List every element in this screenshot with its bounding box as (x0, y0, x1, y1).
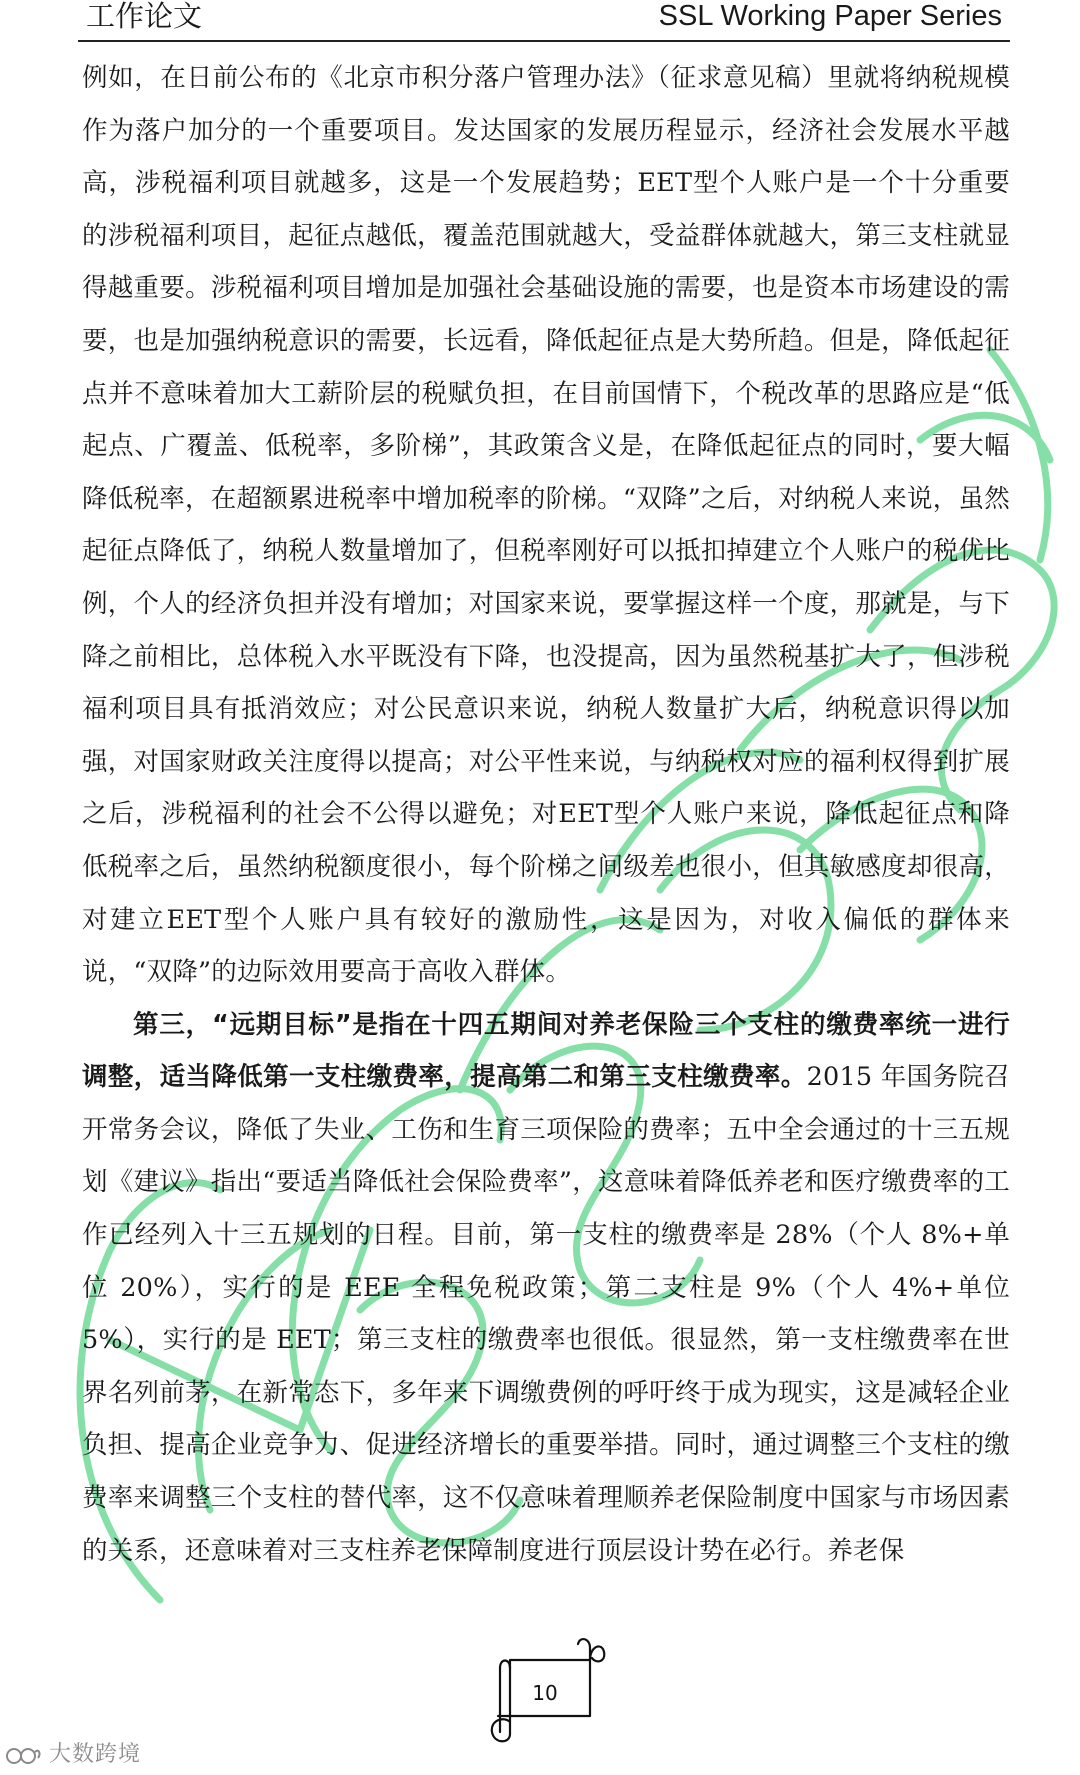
paragraph-text: 2015 年国务院召开常务会议，降低了失业、工伤和生育三项保险的费率；五中全会通过的十三五规划《建议》指出“要适当降低社会保险费率”，这意味着降低养老和医疗缴费率的工作已经列入十三五规划的日程。目前，第一支柱的缴费率是 28%（个人 8%+单位 20%），实行的是 EEE 全程免税政策；第二支柱是 9%（个人 4%+单位 5%），实行的是 EET；第三支柱的缴费率也很低。很显然，第一支柱缴费率在世界名列前茅，在新常态下，多年来下调缴费例的呼吁终于成为现实，这是减轻企业负担、提高企业竞争力、促进经济增长的重要举措。同时，通过调整三个支柱的缴费率来调整三个支柱的替代率，这不仅意味着理顺养老保险制度中国家与市场因素的关系，还意味着对三支柱养老保障制度进行顶层设计势在必行。养老保 (82, 1062, 1010, 1566)
paragraph (82, 999, 1010, 1578)
page-header (78, 0, 1010, 42)
paragraph: 例如，在日前公布的《北京市积分落户管理办法》（征求意见稿）里就将纳税规模作为落户加分的一个重要项目。发达国家的发展历程显示，经济社会发展水平越高，涉税福利项目就越多，这是一个发展趋势；EET型个人账户是一个十分重要的涉税福利项目，起征点越低，覆盖范围就越大，受益群体就越大，第三支柱就显得越重要。涉税福利项目增加是加强社会基础设施的需要，也是资本市场建设的需要，也是加强纳税意识的需要，长远看，降低起征点是大势所趋。但是，降低起征点并不意味着加大工薪阶层的税赋负担，在目前国情下，个税改革的思路应是“低起点、广覆盖、低税率，多阶梯”，其政策含义是，在降低起征点的同时，要大幅降低税率，在超额累进税率中增加税率的阶梯。“双降”之后，对纳税人来说，虽然起征点降低了，纳税人数量增加了，但税率刚好可以抵扣掉建立个人账户的税优比例，个人的经济负担并没有增加；对国家来说，要掌握这样一个度，那就是，与下降之前相比，总体税入水平既没有下降，也没提高，因为虽然税基扩大了，但涉税福利项目具有抵消效应；对公民意识来说，纳税人数量扩大后，纳税意识得以加强，对国家财政关注度得以提高；对公平性来说，与纳税权对应的福利权得到扩展之后，涉税福利的社会不公得以避免；对EET型个人账户来说，降低起征点和降低税率之后，虽然纳税额度很小，每个阶梯之间级差也很小，但其敏感度却很高，对建立EET型个人账户具有较好的激励性，这是因为，对收入偏低的群体来说，“双降”的边际效用要高于高收入群体。 (82, 63, 1010, 988)
header-series-title: SSL Working Paper Series (658, 0, 1002, 32)
corner-brand (4, 1738, 154, 1772)
header-series-label: 工作论文 (86, 0, 203, 33)
page-footer (480, 1628, 610, 1746)
article-body (82, 52, 1010, 1577)
brand-logo-icon (4, 1742, 42, 1768)
brand-name: 大数跨境 (49, 1742, 142, 1767)
paragraph-lead-bold: 第三，“远期目标”是指在十四五期间对养老保险三个支柱的缴费率统一进行调整，适当降低第一支柱缴费率，提高第二和第三支柱缴费率。 (82, 1009, 1010, 1093)
page-number: 10 (532, 1681, 558, 1705)
